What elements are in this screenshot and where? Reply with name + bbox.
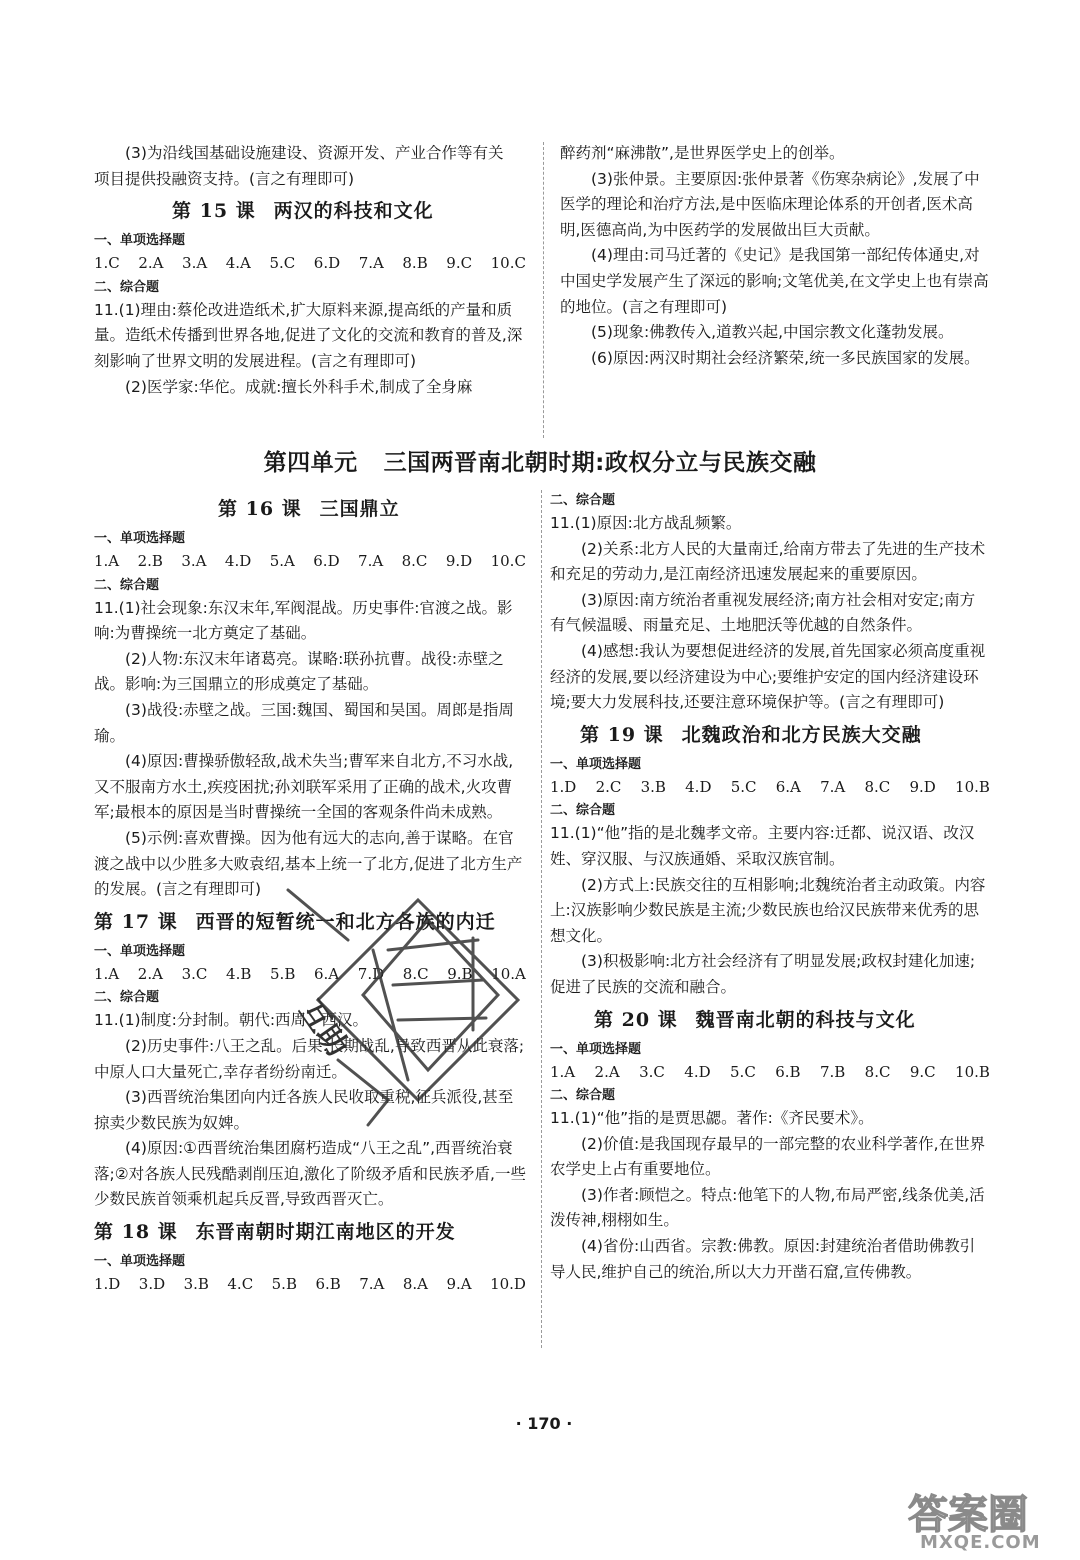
section-comprehensive: 二、综合题	[94, 990, 160, 1006]
answer: 7.A	[358, 552, 384, 570]
answer: 8.B	[402, 254, 428, 273]
answer: 5.A	[269, 552, 295, 570]
answer-paragraph: (3)作者:顾恺之。特点:他笔下的人物,布局严密,线条优美,活泼传神,栩栩如生。	[550, 1185, 985, 1230]
answer: 10.B	[955, 777, 990, 796]
lesson-title: 北魏政治和北方民族大交融	[681, 723, 922, 746]
answer-paragraph: (4)原因:曹操骄傲轻敌,战术失当;曹军来自北方,不习水战,又不服南方水土,疾疫困扰;孙刘联军采用了正确的战术,火攻曹军;最根本的原因是当时曹操统一全国的客观条件尚未成熟。	[94, 752, 514, 822]
answer-paragraph: 11.(1)“他”指的是北魏孝文帝。主要内容:迁都、说汉语、改汉姓、穿汉服、与汉族通婚、采取汉族官制。	[550, 824, 975, 868]
unit-subtitle: 三国两晋南北朝时期:政权分立与民族交融	[383, 450, 817, 476]
answer: 6.B	[775, 1062, 801, 1081]
answer-paragraph: (3)张仲景。主要原因:张仲景著《伤寒杂病论》,发展了中医学的理论和治疗方法,是中医临床理论体系的开创者,医术高明,医德高尚,为中医药学的发展做出巨大贡献。	[560, 169, 980, 239]
lesson-number: 第 17 课	[94, 910, 178, 933]
answer: 1.D	[94, 1275, 121, 1294]
answer: 7.B	[819, 1062, 846, 1081]
answer: 7.A	[358, 254, 384, 273]
section-single-choice: 一、单项选择题	[94, 531, 186, 546]
lesson-18-heading	[94, 1213, 526, 1251]
answer: 4.C	[227, 1275, 254, 1294]
answer: 2.A	[594, 1062, 620, 1081]
lesson-number: 第 15 课	[172, 200, 256, 223]
lesson-title: 三国鼎立	[319, 498, 400, 520]
intro-line-2: 项目提供投融资支持。(言之有理即可)	[94, 169, 355, 188]
section-single-choice: 一、单项选择题	[94, 943, 186, 959]
lesson-title: 魏晋南北朝的科技与文化	[695, 1008, 916, 1031]
answer: 6.A	[314, 964, 340, 983]
answer-paragraph: (2)方式上:民族交往的互相影响;北魏统治者主动政策。内容上:汉族影响少数民族是主流;少数民族也给汉民族带来优秀的思想文化。	[550, 875, 986, 945]
answer: 5.B	[270, 964, 296, 983]
lesson-number: 第 18 课	[94, 1221, 178, 1244]
answer: 3.A	[181, 552, 207, 570]
answer: 1.A	[94, 964, 120, 983]
answer: 9.A	[446, 1275, 472, 1294]
lesson-20-heading	[550, 1001, 990, 1039]
answer: 7.D	[357, 964, 385, 983]
section-comprehensive: 二、综合题	[550, 493, 616, 508]
answer: 10.D	[490, 1275, 526, 1294]
answer: 6.A	[775, 777, 801, 796]
lesson-title: 东晋南朝时期江南地区的开发	[195, 1221, 456, 1244]
lesson-number: 第 20 课	[594, 1008, 678, 1031]
answer: 9.B	[447, 964, 473, 983]
answer-paragraph: (5)现象:佛教传入,道教兴起,中国宗教文化蓬勃发展。	[591, 323, 954, 342]
lesson-title: 两汉的科技和文化	[273, 200, 434, 223]
unit-name: 第四单元	[263, 450, 358, 476]
lesson-number: 第 19 课	[580, 723, 664, 746]
answer-paragraph: (2)人物:东汉末年诸葛亮。谋略:联孙抗曹。战役:赤壁之战。影响:为三国鼎立的形成奠定了基础。	[94, 649, 504, 694]
section-comprehensive: 二、综合题	[94, 279, 160, 295]
answer-row-20	[550, 1060, 990, 1086]
section-single-choice: 一、单项选择题	[94, 233, 186, 249]
unit-title	[94, 446, 986, 480]
answer: 4.A	[225, 254, 251, 273]
answer: 1.C	[94, 254, 120, 273]
answer: 7.A	[359, 1275, 385, 1294]
page-number: · 170 ·	[515, 1414, 573, 1433]
answer: 6.D	[313, 552, 340, 570]
lesson-title: 西晋的短暂统一和北方各族的内迁	[195, 910, 496, 933]
watermark-domain: MXQE.COM	[920, 1532, 1041, 1553]
intro-line-1: (3)为沿线国基础设施建设、资源开发、产业合作等有关	[125, 144, 504, 162]
answer-paragraph: (2)价值:是我国现存最早的一部完整的农业科学著作,在世界农学史上占有重要地位。	[550, 1134, 986, 1179]
answer: 3.B	[183, 1275, 209, 1294]
answer: 3.D	[138, 1275, 166, 1294]
answer-paragraph: (3)战役:赤壁之战。三国:魏国、蜀国和吴国。周郎是指周瑜。	[94, 700, 514, 745]
answer-paragraph: (4)理由:司马迁著的《史记》是我国第一部纪传体通史,对中国史学发展产生了深远的影响;文笔优美,在文学史上也有崇高的地位。(言之有理即可)	[560, 246, 989, 316]
answer: 5.C	[730, 777, 757, 796]
answer: 9.D	[909, 777, 936, 796]
top-left-column	[94, 141, 526, 400]
answer: 5.B	[271, 1275, 297, 1294]
answer: 3.B	[640, 777, 666, 796]
answer: 6.B	[315, 1275, 341, 1294]
column-divider	[543, 142, 544, 438]
answer: 4.B	[226, 964, 252, 983]
answer-paragraph: (6)原因:两汉时期社会经济繁荣,统一多民族国家的发展。	[591, 348, 980, 367]
answer-row-17	[94, 962, 526, 988]
answer: 2.C	[595, 777, 622, 796]
answer-row-15	[94, 251, 526, 277]
answer: 9.C	[909, 1062, 936, 1081]
answer: 3.A	[182, 254, 208, 273]
answer-paragraph: (3)西晋统治集团向内迁各族人民收取重税,征兵派役,甚至掠卖少数民族为奴婢。	[94, 1088, 514, 1132]
answer: 1.A	[550, 1062, 576, 1081]
section-comprehensive: 二、综合题	[550, 1088, 616, 1104]
answer: 4.D	[684, 1062, 711, 1081]
answer-paragraph: 11.(1)“他”指的是贾思勰。著作:《齐民要术》。	[550, 1109, 874, 1128]
answer-paragraph: (5)示例:喜欢曹操。因为他有远大的志向,善于谋略。在官渡之战中以少胜多大败袁绍,基本上统一了北方,促进了北方生产的发展。(言之有理即可)	[94, 828, 523, 899]
answer-paragraph: (3)原因:南方统治者重视发展经济;南方社会相对安定;南方有气候温暖、雨量充足、土地肥沃等优越的自然条件。	[550, 590, 976, 635]
answer-paragraph: (4)省份:山西省。宗教:佛教。原因:封建统治者借助佛教引导人民,维护自己的统治,所以大力开凿石窟,宣传佛教。	[550, 1237, 976, 1281]
answer: 8.C	[864, 1062, 891, 1081]
lesson-15-heading	[94, 192, 526, 230]
bottom-right-column	[550, 490, 990, 1285]
watermark-logo-text: 答案圈	[908, 1492, 1028, 1538]
answer: 10.A	[491, 964, 526, 983]
top-right-column	[560, 141, 992, 371]
answer: 10.C	[490, 552, 526, 570]
answer-paragraph: (2)关系:北方人民的大量南迁,给南方带去了先进的生产技术和充足的劳动力,是江南经济迅速发展起来的重要原因。	[550, 539, 986, 584]
answer-paragraph: (2)历史事件:八王之乱。后果:长期战乱,导致西晋从此衰落;中原人口大量死亡,幸存者纷纷南迁。	[94, 1036, 525, 1081]
answer-paragraph: 11.(1)制度:分封制。朝代:西周、西汉。	[94, 1011, 369, 1030]
answer: 6.D	[313, 254, 341, 273]
lesson-number: 第 16 课	[218, 498, 302, 520]
answer: 3.C	[181, 964, 208, 983]
answer: 5.C	[269, 254, 296, 273]
answer: 10.C	[490, 254, 526, 273]
lesson-17-heading	[94, 903, 526, 941]
answer-paragraph: (2)医学家:华佗。成就:擅长外科手术,制成了全身麻	[125, 377, 473, 396]
answer-paragraph: 11.(1)社会现象:东汉末年,军阀混战。历史事件:官渡之战。影响:为曹操统一北方奠定了基础。	[94, 598, 513, 643]
answer-paragraph: (4)原因:①西晋统治集团腐朽造成“八王之乱”,西晋统治衰落;②对各族人民残酷剥削压迫,激化了阶级矛盾和民族矛盾,一些少数民族首领乘机起兵反晋,导致西晋灭亡。	[94, 1139, 526, 1209]
answer: 8.C	[864, 777, 891, 796]
answer-paragraph: 醉药剂“麻沸散”,是世界医学史上的创举。	[560, 144, 845, 162]
section-single-choice: 一、单项选择题	[94, 1254, 186, 1270]
lesson-16-heading	[94, 490, 526, 528]
answer-row-19	[550, 775, 990, 801]
answer: 4.D	[685, 777, 712, 796]
answer: 5.C	[730, 1062, 756, 1081]
answer-paragraph: 11.(1)理由:蔡伦改进造纸术,扩大原料来源,提高纸的产量和质量。造纸术传播到世界各地,促进了文化的交流和教育的普及,深刻影响了世界文明的发展进程。(言之有理即可)	[94, 300, 523, 370]
answer: 2.A	[137, 964, 163, 983]
answer: 8.C	[402, 964, 429, 983]
answer: 2.B	[137, 552, 163, 570]
answer: 3.C	[639, 1062, 665, 1081]
section-comprehensive: 二、综合题	[550, 803, 616, 819]
answer: 7.A	[820, 777, 846, 796]
answer-paragraph: (4)感想:我认为要想促进经济的发展,首先国家必须高度重视经济的发展,要以经济建设为中心;要维护安定的国内经济建设环境;要大力发展科技,还要注意环境保护等。(言之有理即可)	[550, 641, 986, 712]
bottom-left-column	[94, 490, 526, 1298]
answer-paragraph: 11.(1)原因:北方战乱频繁。	[550, 514, 742, 532]
column-divider	[541, 490, 542, 1348]
answer-row-18	[94, 1272, 526, 1298]
answer: 8.A	[402, 1275, 428, 1294]
answer: 9.D	[445, 552, 473, 570]
stamp-text: 互助	[291, 993, 355, 1064]
answer: 1.D	[550, 777, 577, 796]
answer: 1.A	[94, 552, 120, 570]
section-single-choice: 一、单项选择题	[550, 756, 642, 772]
answer-row-16	[94, 549, 526, 575]
answer: 4.D	[224, 552, 252, 570]
section-comprehensive: 二、综合题	[94, 577, 160, 593]
answer: 9.C	[446, 254, 473, 273]
answer: 8.C	[401, 552, 428, 570]
answer: 2.A	[138, 254, 164, 273]
answer: 10.B	[955, 1062, 990, 1081]
lesson-19-heading	[550, 716, 990, 754]
section-single-choice: 一、单项选择题	[550, 1041, 642, 1057]
answer-paragraph: (3)积极影响:北方社会经济有了明显发展;政权封建化加速;促进了民族的交流和融合。	[550, 952, 976, 996]
